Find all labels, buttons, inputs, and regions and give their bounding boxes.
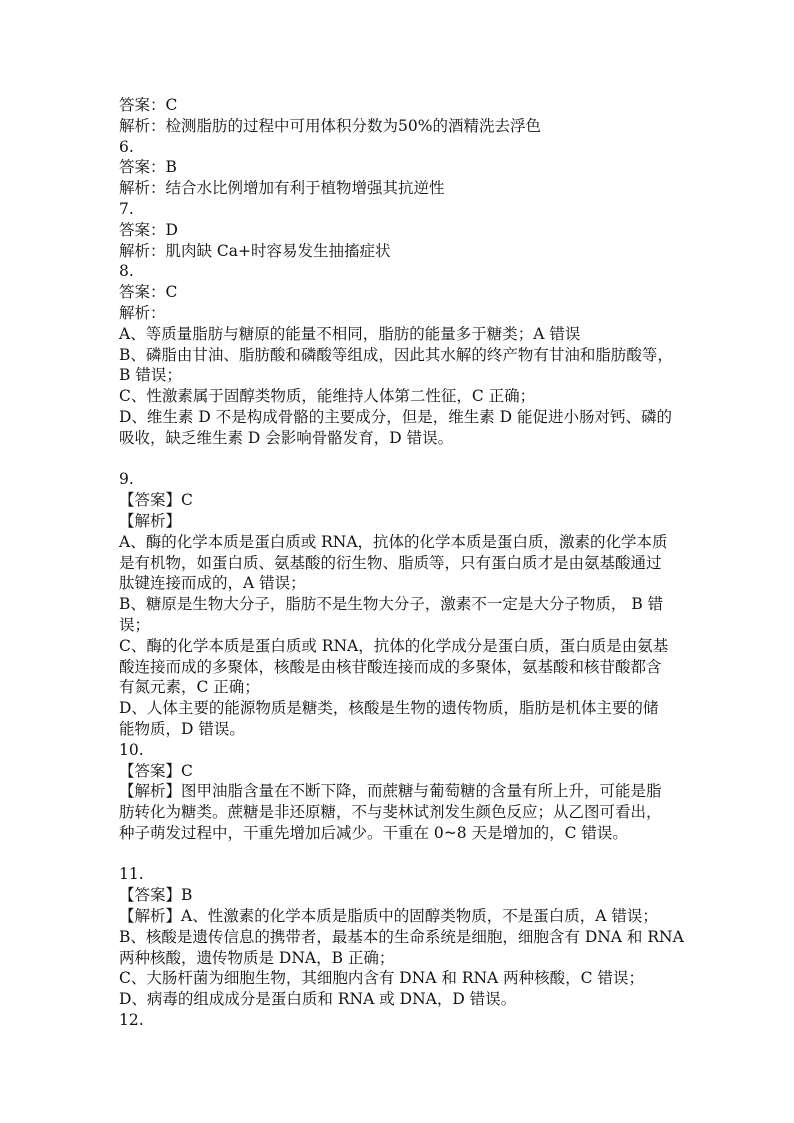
text-line: C、大肠杆菌为细胞生物，其细胞内含有 DNA 和 RNA 两种核酸，C 错误； — [119, 969, 644, 988]
text-line: 肽键连接而成的，A 错误； — [119, 574, 306, 593]
text-line: 10. — [119, 740, 144, 759]
text-line: B、糖原是生物大分子，脂肪不是生物大分子，激素不一定是大分子物质， B 错 — [119, 595, 664, 614]
text-line: C、性激素属于固醇类物质，能维持人体第二性征，C 正确； — [119, 387, 536, 406]
text-line: 答案：C — [119, 96, 178, 114]
text-line: 7. — [119, 199, 134, 218]
text-line: 吸收，缺乏维生素 D 会影响骨骼发育，D 错误。 — [119, 428, 454, 447]
text-line: 【解析】 — [119, 511, 182, 530]
blank-line — [119, 844, 679, 865]
text-line: A、等质量脂肪与糖原的能量不相同，脂肪的能量多于糖类；A 错误 — [119, 324, 581, 343]
text-line: 有氮元素，C 正确； — [119, 678, 260, 697]
text-line: 解析：结合水比例增加有利于植物增强其抗逆性 — [119, 179, 445, 198]
text-line: 答案：C — [119, 283, 178, 302]
text-line: 两种核酸，遗传物质是 DNA，B 正确； — [119, 948, 395, 967]
text-line: 8. — [119, 262, 134, 281]
text-line: 11. — [119, 865, 144, 884]
text-line: 【解析】A、性激素的化学本质是脂质中的固醇类物质，不是蛋白质，A 错误； — [119, 907, 658, 926]
text-line: 解析： — [119, 303, 166, 322]
text-line: 【解析】图甲油脂含量在不断下降，而蔗糖与葡萄糖的含量有所上升，可能是脂 — [119, 782, 662, 801]
text-line: 【答案】C — [119, 761, 193, 780]
text-line: 9. — [119, 470, 134, 489]
text-line: 【答案】C — [119, 491, 193, 510]
text-line: 能物质，D 错误。 — [119, 719, 245, 738]
answer-document — [119, 95, 684, 1031]
text-line: D、维生素 D 不是构成骨骼的主要成分，但是，维生素 D 能促进小肠对钙、磷的 — [119, 407, 672, 426]
text-line: B、核酸是遗传信息的携带者，最基本的生命系统是细胞，细胞含有 DNA 和 RNA — [119, 927, 684, 946]
text-line: A、酶的化学本质是蛋白质或 RNA，抗体的化学本质是蛋白质，激素的化学本质 — [119, 532, 668, 551]
text-line: 答案：B — [119, 158, 177, 177]
blank-line — [119, 449, 679, 470]
text-line: 种子萌发过程中，干重先增加后减少。干重在 0~8 天是增加的，C 错误。 — [119, 823, 628, 842]
text-line: 是有机物，如蛋白质、氨基酸的衍生物、脂质等，只有蛋白质才是由氨基酸通过 — [119, 553, 662, 572]
text-line: 12. — [119, 1011, 144, 1030]
text-line: 酸连接而成的多聚体，核酸是由核苷酸连接而成的多聚体，氨基酸和核苷酸都含 — [119, 657, 662, 676]
text-line: D、人体主要的能源物质是糖类，核酸是生物的遗传物质，脂肪是机体主要的储 — [119, 699, 659, 718]
text-line: 解析：肌肉缺 Ca+时容易发生抽搐症状 — [119, 241, 391, 260]
text-line: D、病毒的组成成分是蛋白质和 RNA 或 DNA，D 错误。 — [119, 990, 517, 1009]
text-line: 6. — [119, 137, 134, 156]
text-line: B、磷脂由甘油、脂肪酸和磷酸等组成，因此其水解的终产物有甘油和脂肪酸等， — [119, 345, 673, 364]
text-line: 误； — [119, 615, 151, 634]
text-line: C、酶的化学本质是蛋白质或 RNA，抗体的化学成分是蛋白质，蛋白质是由氨基 — [119, 636, 669, 655]
text-line: 解析：检测脂肪的过程中可用体积分数为50%的酒精洗去浮色 — [119, 116, 541, 135]
text-line: B 错误； — [119, 366, 182, 385]
text-line: 【答案】B — [119, 886, 193, 905]
text-line: 肪转化为糖类。蔗糖是非还原糖，不与斐林试剂发生颜色反应；从乙图可看出， — [119, 803, 662, 822]
text-line: 答案：D — [119, 220, 178, 239]
